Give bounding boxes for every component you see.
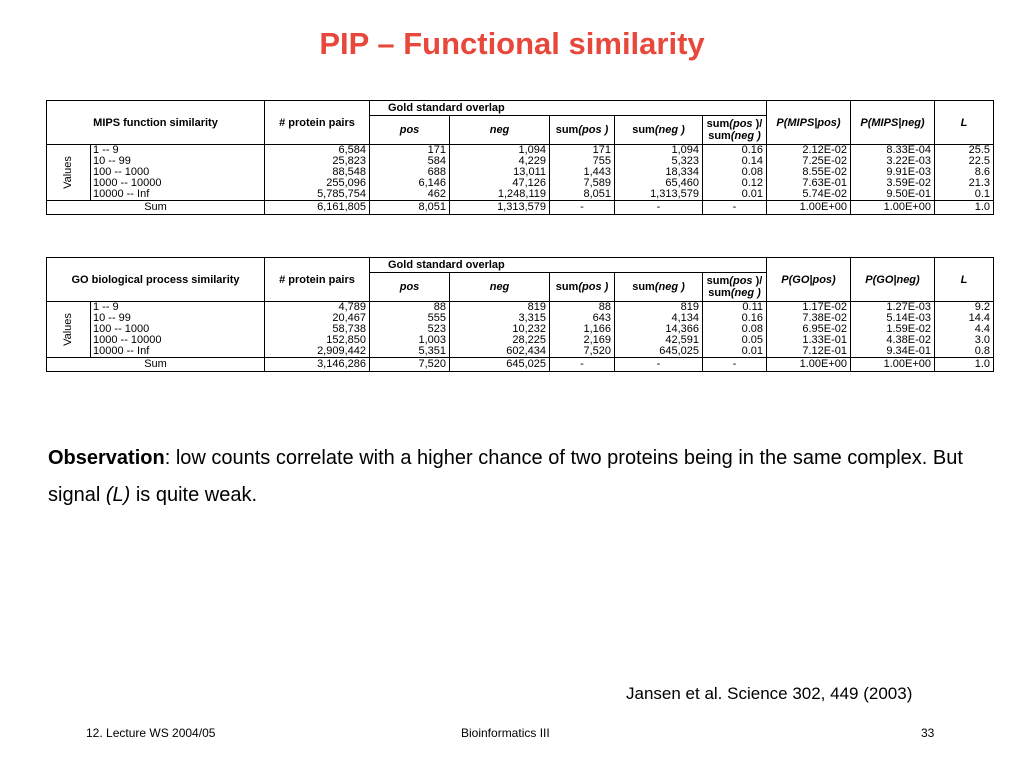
cell-L: 21.3 xyxy=(935,178,994,189)
l-header: L xyxy=(935,101,994,145)
cell-p-pos: 7.38E-02 xyxy=(767,313,851,324)
sum-ratio: - xyxy=(703,201,767,215)
values-label-text: Values xyxy=(61,313,74,346)
table-row xyxy=(47,167,994,178)
cell-neg: 28,225 xyxy=(450,335,550,346)
table-row xyxy=(47,145,994,157)
values-axis-label xyxy=(47,145,91,201)
cell-ratio: 0.16 xyxy=(703,145,767,157)
cell-p-pos: 6.95E-02 xyxy=(767,324,851,335)
citation: Jansen et al. Science 302, 449 (2003) xyxy=(626,684,913,703)
pairs-header: # protein pairs xyxy=(265,101,370,145)
cell-sum-neg: 14,366 xyxy=(615,324,703,335)
cell-pos: 462 xyxy=(370,189,450,201)
p-neg-header: P(GO|neg) xyxy=(851,258,935,302)
pos-header: pos xyxy=(370,116,450,145)
cell-L: 3.0 xyxy=(935,335,994,346)
cell-sum-pos: 1,166 xyxy=(550,324,615,335)
sum-p-neg: 1.00E+00 xyxy=(851,201,935,215)
range-cell: 1 -- 9 xyxy=(91,302,265,314)
cell-ratio: 0.16 xyxy=(703,313,767,324)
sum-p-neg: 1.00E+00 xyxy=(851,358,935,372)
sum-label: Sum xyxy=(47,201,265,215)
table-row xyxy=(47,324,994,335)
sum-pairs: 3,146,286 xyxy=(265,358,370,372)
cell-sum-neg: 5,323 xyxy=(615,156,703,167)
observation-text xyxy=(48,440,978,514)
values-label-text: Values xyxy=(61,156,74,189)
cell-ratio: 0.08 xyxy=(703,324,767,335)
range-cell: 10 -- 99 xyxy=(91,313,265,324)
cell-p-pos: 7.12E-01 xyxy=(767,346,851,358)
cell-neg: 13,011 xyxy=(450,167,550,178)
footer-course: Bioinformatics III xyxy=(461,726,550,740)
cell-sum-pos: 755 xyxy=(550,156,615,167)
cell-p-neg: 9.50E-01 xyxy=(851,189,935,201)
cell-sum-pos: 88 xyxy=(550,302,615,314)
slide-title: PIP – Functional similarity xyxy=(319,26,705,61)
cell-sum-pos: 7,589 xyxy=(550,178,615,189)
p-pos-header: P(GO|pos) xyxy=(767,258,851,302)
observation-body: : low counts correlate with a higher chance of two proteins being in the same complex. But signal xyxy=(48,447,963,506)
cell-neg: 47,126 xyxy=(450,178,550,189)
cell-p-neg: 1.27E-03 xyxy=(851,302,935,314)
cell-sum-neg: 4,134 xyxy=(615,313,703,324)
range-cell: 10000 -- Inf xyxy=(91,346,265,358)
sum-pos-header: sum(pos ) xyxy=(550,116,615,145)
cell-ratio: 0.05 xyxy=(703,335,767,346)
signal-symbol: (L) xyxy=(105,484,131,506)
cell-L: 9.2 xyxy=(935,302,994,314)
footer-lecture: 12. Lecture WS 2004/05 xyxy=(86,726,216,740)
cell-L: 14.4 xyxy=(935,313,994,324)
cell-p-pos: 2.12E-02 xyxy=(767,145,851,157)
cell-pairs: 20,467 xyxy=(265,313,370,324)
cell-pos: 555 xyxy=(370,313,450,324)
range-cell: 10000 -- Inf xyxy=(91,189,265,201)
pairs-header: # protein pairs xyxy=(265,258,370,302)
cell-pos: 1,003 xyxy=(370,335,450,346)
range-cell: 10 -- 99 xyxy=(91,156,265,167)
table-row xyxy=(47,302,994,314)
cell-pairs: 152,850 xyxy=(265,335,370,346)
cell-ratio: 0.08 xyxy=(703,167,767,178)
cell-p-neg: 3.59E-02 xyxy=(851,178,935,189)
neg-header: neg xyxy=(450,273,550,302)
cell-sum-neg: 819 xyxy=(615,302,703,314)
go-similarity-table xyxy=(46,257,994,372)
table-rows xyxy=(47,145,994,215)
cell-neg: 1,094 xyxy=(450,145,550,157)
cell-pairs: 58,738 xyxy=(265,324,370,335)
cell-sum-pos: 171 xyxy=(550,145,615,157)
cell-pos: 523 xyxy=(370,324,450,335)
cell-L: 8.6 xyxy=(935,167,994,178)
range-cell: 100 -- 1000 xyxy=(91,324,265,335)
cell-L: 25.5 xyxy=(935,145,994,157)
pos-header: pos xyxy=(370,273,450,302)
sum-row xyxy=(47,201,994,215)
cell-L: 0.8 xyxy=(935,346,994,358)
cell-pairs: 2,909,442 xyxy=(265,346,370,358)
cell-pairs: 5,785,754 xyxy=(265,189,370,201)
cell-pairs: 88,548 xyxy=(265,167,370,178)
gold-standard-header: Gold standard overlap xyxy=(370,258,767,273)
p-pos-header: P(MIPS|pos) xyxy=(767,101,851,145)
cell-pos: 5,351 xyxy=(370,346,450,358)
cell-p-pos: 1.17E-02 xyxy=(767,302,851,314)
table-row xyxy=(47,313,994,324)
cell-L: 0.1 xyxy=(935,189,994,201)
cell-p-neg: 8.33E-04 xyxy=(851,145,935,157)
observation-label: Observation xyxy=(48,447,165,469)
cell-neg: 1,248,119 xyxy=(450,189,550,201)
cell-p-pos: 8.55E-02 xyxy=(767,167,851,178)
table-row xyxy=(47,346,994,358)
cell-sum-pos: 1,443 xyxy=(550,167,615,178)
cell-neg: 602,434 xyxy=(450,346,550,358)
cell-pairs: 255,096 xyxy=(265,178,370,189)
sum-pos-header: sum(pos ) xyxy=(550,273,615,302)
cell-neg: 10,232 xyxy=(450,324,550,335)
cell-ratio: 0.14 xyxy=(703,156,767,167)
cell-sum-pos: 643 xyxy=(550,313,615,324)
values-axis-label xyxy=(47,302,91,358)
sum-p-pos: 1.00E+00 xyxy=(767,358,851,372)
cell-neg: 4,229 xyxy=(450,156,550,167)
cell-sum-neg: 1,094 xyxy=(615,145,703,157)
cell-pos: 584 xyxy=(370,156,450,167)
cell-neg: 3,315 xyxy=(450,313,550,324)
sum-pairs: 6,161,805 xyxy=(265,201,370,215)
sum-sum-neg: - xyxy=(615,358,703,372)
observation-tail: is quite weak. xyxy=(130,484,257,506)
l-header: L xyxy=(935,258,994,302)
range-cell: 1000 -- 10000 xyxy=(91,335,265,346)
ratio-header: sum(pos )/ sum(neg ) xyxy=(703,116,767,145)
cell-sum-neg: 18,334 xyxy=(615,167,703,178)
cell-pos: 88 xyxy=(370,302,450,314)
table-row-header: MIPS function similarity xyxy=(47,101,265,145)
cell-p-neg: 4.38E-02 xyxy=(851,335,935,346)
cell-pairs: 4,789 xyxy=(265,302,370,314)
cell-ratio: 0.12 xyxy=(703,178,767,189)
sum-neg-header: sum(neg ) xyxy=(615,273,703,302)
cell-sum-neg: 1,313,579 xyxy=(615,189,703,201)
cell-sum-neg: 42,591 xyxy=(615,335,703,346)
sum-sum-neg: - xyxy=(615,201,703,215)
cell-pos: 171 xyxy=(370,145,450,157)
ratio-header: sum(pos )/ sum(neg ) xyxy=(703,273,767,302)
sum-L: 1.0 xyxy=(935,201,994,215)
table-row xyxy=(47,178,994,189)
sum-pos: 8,051 xyxy=(370,201,450,215)
neg-header: neg xyxy=(450,116,550,145)
cell-p-pos: 7.25E-02 xyxy=(767,156,851,167)
cell-ratio: 0.01 xyxy=(703,346,767,358)
cell-p-neg: 3.22E-03 xyxy=(851,156,935,167)
mips-similarity-table xyxy=(46,100,994,215)
cell-pos: 6,146 xyxy=(370,178,450,189)
p-neg-header: P(MIPS|neg) xyxy=(851,101,935,145)
cell-sum-pos: 8,051 xyxy=(550,189,615,201)
page-number: 33 xyxy=(921,726,935,740)
table-row xyxy=(47,156,994,167)
cell-sum-neg: 645,025 xyxy=(615,346,703,358)
cell-p-pos: 5.74E-02 xyxy=(767,189,851,201)
cell-p-neg: 5.14E-03 xyxy=(851,313,935,324)
cell-p-pos: 7.63E-01 xyxy=(767,178,851,189)
sum-L: 1.0 xyxy=(935,358,994,372)
table-row-header: GO biological process similarity xyxy=(47,258,265,302)
cell-sum-neg: 65,460 xyxy=(615,178,703,189)
table-rows xyxy=(47,302,994,372)
range-cell: 100 -- 1000 xyxy=(91,167,265,178)
sum-neg: 645,025 xyxy=(450,358,550,372)
sum-neg: 1,313,579 xyxy=(450,201,550,215)
cell-neg: 819 xyxy=(450,302,550,314)
cell-pairs: 6,584 xyxy=(265,145,370,157)
range-cell: 1 -- 9 xyxy=(91,145,265,157)
sum-neg-header: sum(neg ) xyxy=(615,116,703,145)
cell-sum-pos: 7,520 xyxy=(550,346,615,358)
gold-standard-header: Gold standard overlap xyxy=(370,101,767,116)
cell-p-pos: 1.33E-01 xyxy=(767,335,851,346)
cell-L: 22.5 xyxy=(935,156,994,167)
sum-p-pos: 1.00E+00 xyxy=(767,201,851,215)
cell-p-neg: 1.59E-02 xyxy=(851,324,935,335)
sum-pos: 7,520 xyxy=(370,358,450,372)
sum-sum-pos: - xyxy=(550,201,615,215)
cell-ratio: 0.01 xyxy=(703,189,767,201)
sum-ratio: - xyxy=(703,358,767,372)
sum-row xyxy=(47,358,994,372)
cell-L: 4.4 xyxy=(935,324,994,335)
sum-sum-pos: - xyxy=(550,358,615,372)
cell-p-neg: 9.91E-03 xyxy=(851,167,935,178)
table-row xyxy=(47,189,994,201)
cell-pairs: 25,823 xyxy=(265,156,370,167)
cell-ratio: 0.11 xyxy=(703,302,767,314)
sum-label: Sum xyxy=(47,358,265,372)
cell-sum-pos: 2,169 xyxy=(550,335,615,346)
table-row xyxy=(47,335,994,346)
range-cell: 1000 -- 10000 xyxy=(91,178,265,189)
cell-pos: 688 xyxy=(370,167,450,178)
cell-p-neg: 9.34E-01 xyxy=(851,346,935,358)
